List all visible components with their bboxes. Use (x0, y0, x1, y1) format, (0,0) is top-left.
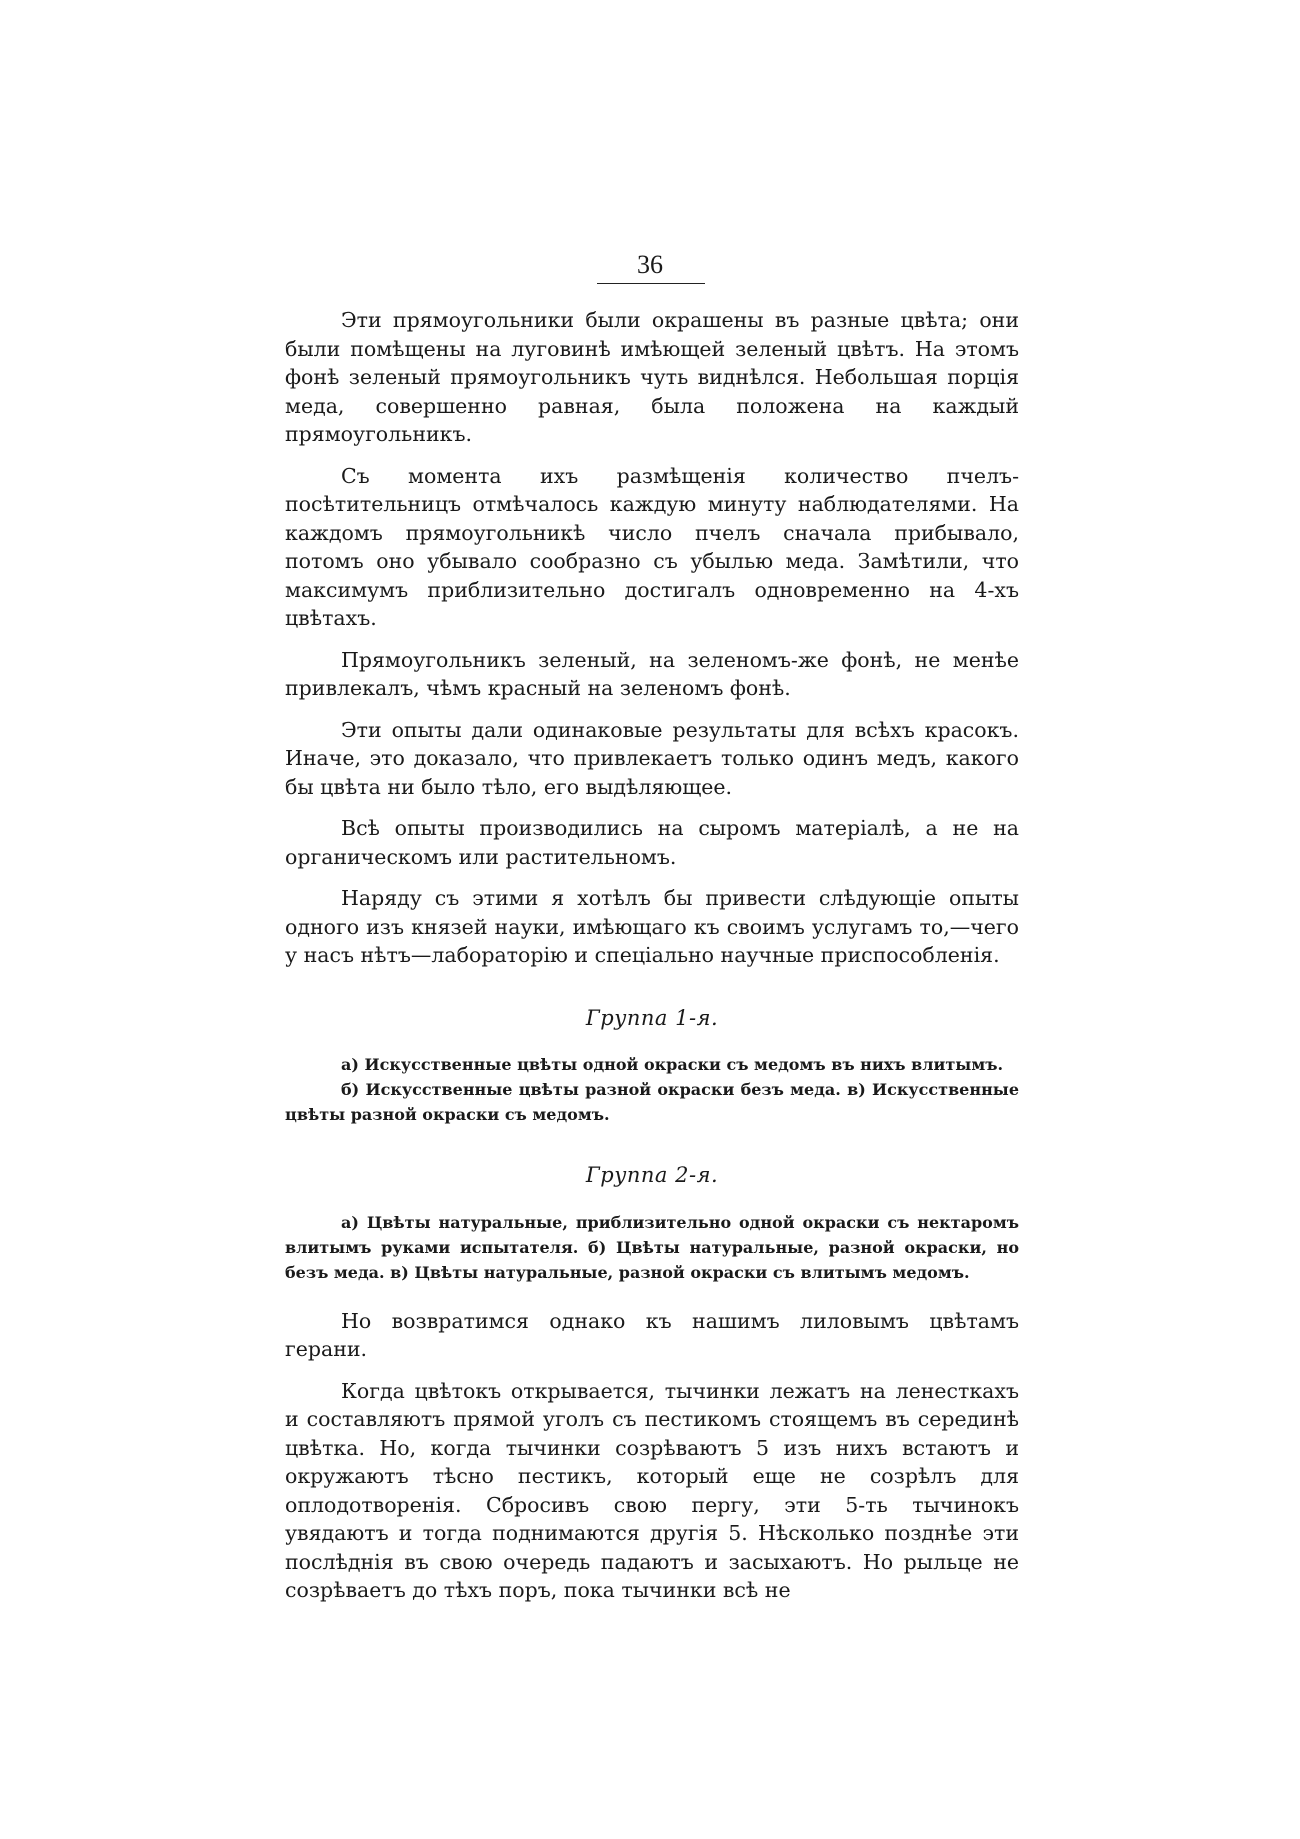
group-2-heading: Группа 2-я. (585, 1163, 719, 1187)
group-2-item: а) Цвѣты натуральные, приблизительно одной окраски съ нектаромъ влитымъ руками испытателя. б) Цвѣты натуральные, разной окраски, но безъ меда. в) Цвѣты натуральные, разной окраски съ влитымъ медомъ. (285, 1212, 1019, 1282)
paragraph: Наряду съ этими я хотѣлъ бы привести слѣдующіе опыты одного изъ князей науки, имѣющаго къ своимъ услугамъ то,—чего у насъ нѣтъ—лабораторію и спеціально научные приспособленія. (285, 886, 1019, 967)
paragraph: Когда цвѣтокъ открывается, тычинки лежатъ на ленесткахъ и составляютъ прямой уголъ съ пестикомъ стоящемъ въ серединѣ цвѣтка. Но, когда тычинки созрѣваютъ 5 изъ нихъ встаютъ и окружаютъ тѣсно пестикъ, который еще не созрѣлъ для оплодотворенія. Сбросивъ свою пергу, эти 5-ть тычинокъ увядаютъ и тогда поднимаются другія 5. Нѣсколько позднѣе эти послѣднія въ свою очередь падаютъ и засыхаютъ. Но рыльце не созрѣваетъ до тѣхъ поръ, пока тычинки всѣ не (285, 1378, 1019, 1602)
section-spacer (285, 1285, 1019, 1307)
paragraph: Эти опыты дали одинаковые результаты для всѣхъ красокъ. Иначе, это доказало, что привлекаетъ только одинъ медъ, какого бы цвѣта ни было тѣло, его выдѣляющее. (285, 717, 1019, 799)
group-1-item: б) Искусственные цвѣты разной окраски безъ меда. в) Искусственные цвѣты разной окраски съ медомъ. (285, 1080, 1019, 1124)
group-1-heading: Группа 1-я. (585, 1005, 719, 1030)
paragraph: Но возвратимся однако къ нашимъ лиловымъ цвѣтамъ герани. (285, 1308, 1019, 1361)
paragraph: Эти прямоугольники были окрашены въ разные цвѣта; они были помѣщены на луговинѣ имѣющей зеленый цвѣтъ. На этомъ фонѣ зеленый прямоугольникъ чуть виднѣлся. Небольшая порція меда, совершенно равная, была положена на каждый прямоугольникъ. (285, 308, 1019, 446)
page-body (285, 306, 1019, 1618)
page-number-underline (597, 283, 705, 284)
paragraph: Прямоугольникъ зеленый, на зеленомъ-же фонѣ, не менѣе привлекалъ, чѣмъ красный на зеленомъ фонѣ. (285, 647, 1019, 700)
group-2-items (285, 1210, 1019, 1285)
paragraph: Всѣ опыты производились на сыромъ матеріалѣ, а не на органическомъ или растительномъ. (285, 816, 1019, 869)
paragraph: Съ момента ихъ размѣщенія количество пчелъ-посѣтительницъ отмѣчалось каждую минуту наблюдателями. На каждомъ прямоугольникѣ число пчелъ сначала прибывало, потомъ оно убывало сообразно съ убылью меда. Замѣтили, что максимумъ приблизительно достигалъ одновременно на 4-хъ цвѣтахъ. (285, 463, 1019, 630)
page-number: 36 (637, 250, 663, 279)
group-1-item: а) Искусственные цвѣты одной окраски съ медомъ въ нихъ влитымъ. (341, 1055, 1004, 1074)
group-1-items (285, 1052, 1019, 1127)
